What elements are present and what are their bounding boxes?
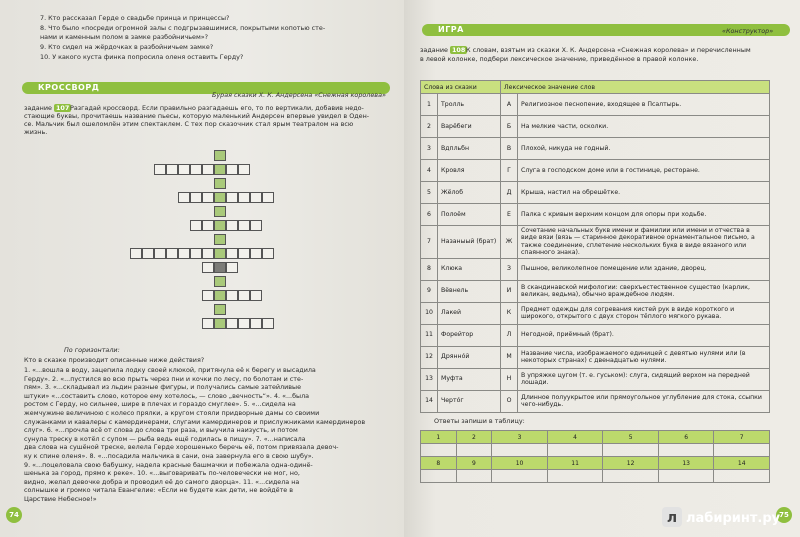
crossword-header: КРОССВОРД bbox=[38, 83, 100, 92]
letter-cell: Г bbox=[501, 160, 518, 182]
crossword-cell[interactable] bbox=[214, 290, 226, 301]
meaning-cell: Длинное полуукрытое или прямоугольное углубление для стока, ссыпки чего-нибудь. bbox=[518, 390, 770, 412]
row-number: 3 bbox=[421, 138, 438, 160]
clue-line: слуг». 6. «...прочла всё от слова до слова три раза, и выучила наизусть, и потом bbox=[24, 426, 298, 435]
clue-line: жемчужине величиною с колесо прялки, а кругом стояли придворные дамы со своими bbox=[24, 409, 320, 417]
answers-blank-row-2 bbox=[421, 470, 770, 483]
letter-cell: Н bbox=[501, 368, 518, 390]
answer-number-cell: 6 bbox=[658, 431, 714, 444]
letter-cell: И bbox=[501, 280, 518, 302]
answer-number-cell: 3 bbox=[492, 431, 548, 444]
word-row bbox=[421, 138, 770, 160]
crossword-cell[interactable] bbox=[226, 318, 238, 329]
answer-input-cell[interactable] bbox=[547, 470, 603, 483]
crossword-cell[interactable] bbox=[250, 318, 262, 329]
crossword-cell[interactable] bbox=[202, 248, 214, 259]
word-cell: Чертóг bbox=[438, 390, 501, 412]
clue-line: сунула треску в котёл с супом — рыба ведь ещё годилась в пищу». 7. «...написала bbox=[24, 434, 306, 443]
words-table bbox=[420, 80, 770, 413]
letter-cell: Ж bbox=[501, 226, 518, 259]
crossword-cell[interactable] bbox=[238, 248, 250, 259]
meaning-cell: Крыша, настил на обрешётке. bbox=[518, 182, 770, 204]
crossword-cell[interactable] bbox=[214, 220, 226, 231]
crossword-subtitle: Бурая сказки Х. К. Андерсена «Снежная королева» bbox=[212, 91, 386, 99]
clue-line: ростом с Герду, но сильнее, шире в плечах и гораздо смуглее». 5. «...сидела на bbox=[24, 400, 296, 409]
crossword-cell[interactable] bbox=[238, 192, 250, 203]
crossword-cell[interactable] bbox=[226, 220, 238, 231]
crossword-cell[interactable] bbox=[202, 164, 214, 175]
crossword-cell[interactable] bbox=[226, 248, 238, 259]
word-row bbox=[421, 116, 770, 138]
answer-number-cell: 11 bbox=[547, 457, 603, 470]
clue-line: пям». 3. «...складывал из льдин разные фигуры, и получались самые затейливые bbox=[24, 383, 302, 392]
crossword-cell[interactable] bbox=[202, 318, 214, 329]
word-row bbox=[421, 346, 770, 368]
crossword-cell[interactable] bbox=[226, 262, 238, 273]
page-number-left: 74 bbox=[6, 507, 22, 523]
clue-line: 9. «...поцеловала свою бабушку, надела красные башмачки и побежала одна-одинё- bbox=[24, 460, 313, 469]
word-row bbox=[421, 390, 770, 412]
clues-heading: По горизонтали: bbox=[64, 346, 120, 354]
crossword-cell[interactable] bbox=[154, 164, 166, 175]
word-cell: Полоём bbox=[438, 204, 501, 226]
clues-question: Кто в сказке производит описанные ниже действия? bbox=[24, 356, 205, 364]
crossword-cell[interactable] bbox=[262, 248, 274, 259]
crossword-cell[interactable] bbox=[166, 248, 178, 259]
crossword-cell[interactable] bbox=[166, 164, 178, 175]
page-number-right: 75 bbox=[776, 507, 792, 523]
meaning-cell: В скандинавской мифологии: сверхъестественное существо (карлик, великан, ведьма), обычно враждебное людям. bbox=[518, 280, 770, 302]
answer-number-cell: 8 bbox=[421, 457, 457, 470]
answers-blank-row-1 bbox=[421, 444, 770, 457]
row-number: 5 bbox=[421, 182, 438, 204]
clue-line: служанками и кавалеры с камердинерами, слугами камердинеров и прислужниками камердинеров bbox=[24, 417, 366, 426]
crossword-cell[interactable] bbox=[178, 164, 190, 175]
row-number: 14 bbox=[421, 390, 438, 412]
answer-input-cell[interactable] bbox=[714, 470, 770, 483]
answer-input-cell[interactable] bbox=[456, 470, 492, 483]
answer-input-cell[interactable] bbox=[714, 444, 770, 457]
col-words: Слова из сказки bbox=[421, 81, 501, 94]
word-row bbox=[421, 258, 770, 280]
crossword-cell[interactable] bbox=[214, 248, 226, 259]
question-9: 9. Кто сидел на жёрдочках в разбойничьем замке? bbox=[40, 43, 214, 51]
row-number: 9 bbox=[421, 280, 438, 302]
clue-line: солнышке и громко читала Евангелие: «Если не будете как дети, не войдёте в bbox=[24, 486, 294, 495]
answer-number-cell: 10 bbox=[492, 457, 548, 470]
task-107-text-3: се. Мальчик был ошеломлён этим спектаклем. С тех пор сказочник стал ярым театралом на всю bbox=[24, 120, 354, 128]
question-7: 7. Кто рассказал Герде о свадьбе принца и принцессы? bbox=[40, 14, 230, 22]
answer-number-cell: 7 bbox=[714, 431, 770, 444]
letter-cell: Б bbox=[501, 116, 518, 138]
crossword-cell[interactable] bbox=[202, 290, 214, 301]
crossword-cell[interactable] bbox=[214, 178, 226, 189]
crossword-cell[interactable] bbox=[214, 206, 226, 217]
word-cell: Варёбеги bbox=[438, 116, 501, 138]
answer-input-cell[interactable] bbox=[492, 444, 548, 457]
task-107-text-4: жизнь. bbox=[24, 128, 48, 136]
answer-number-cell: 12 bbox=[603, 457, 659, 470]
answer-number-cell: 9 bbox=[456, 457, 492, 470]
question-8: 8. Что было «посреди огромной залы с подгрызавшимися, покрытыми копотью сте- bbox=[40, 24, 326, 32]
answers-label: Ответы запиши в таблицу: bbox=[434, 417, 525, 425]
crossword-cell[interactable] bbox=[214, 150, 226, 161]
clue-line: два слова на сушёной треске, велела Герде хорошенько беречь её, потом привязала девоч- bbox=[24, 443, 339, 452]
meaning-cell: Предмет одежды для согревания кистей рук в виде короткого и широкого, открытого с двух сторон тёплого мягкого рукава. bbox=[518, 302, 770, 324]
answer-input-cell[interactable] bbox=[658, 444, 714, 457]
clue-line: ку к спине оленя». 8. «...посадила мальчика в сани, она завернула его в свою шубу». bbox=[24, 452, 314, 460]
crossword-cell[interactable] bbox=[238, 318, 250, 329]
crossword-cell[interactable] bbox=[226, 192, 238, 203]
word-row bbox=[421, 324, 770, 346]
letter-cell: Е bbox=[501, 204, 518, 226]
meaning-cell: Название числа, изображаемого единицей с девятью нулями или (в некоторых странах) с двенадцатью нулями. bbox=[518, 346, 770, 368]
answer-number-cell: 5 bbox=[603, 431, 659, 444]
word-row bbox=[421, 368, 770, 390]
words-table-header bbox=[421, 81, 770, 94]
crossword-cell[interactable] bbox=[238, 164, 250, 175]
svg-text:л: л bbox=[666, 510, 678, 526]
row-number: 6 bbox=[421, 204, 438, 226]
letter-cell: О bbox=[501, 390, 518, 412]
crossword-cell[interactable] bbox=[178, 248, 190, 259]
answer-input-cell[interactable] bbox=[603, 444, 659, 457]
row-number: 4 bbox=[421, 160, 438, 182]
crossword-cell[interactable] bbox=[214, 234, 226, 245]
word-cell: Тролль bbox=[438, 94, 501, 116]
word-row bbox=[421, 182, 770, 204]
word-cell: Жёлоб bbox=[438, 182, 501, 204]
crossword-cell[interactable] bbox=[238, 290, 250, 301]
letter-cell: З bbox=[501, 258, 518, 280]
crossword-cell[interactable] bbox=[214, 276, 226, 287]
word-row bbox=[421, 226, 770, 259]
crossword-cell[interactable] bbox=[202, 262, 214, 273]
crossword-cell[interactable] bbox=[262, 192, 274, 203]
word-cell: Вёвнель bbox=[438, 280, 501, 302]
letter-cell: Л bbox=[501, 324, 518, 346]
answer-input-cell[interactable] bbox=[456, 444, 492, 457]
crossword-cell[interactable] bbox=[250, 192, 262, 203]
question-10: 10. У какого куста финка попросила оленя оставить Герду? bbox=[40, 53, 244, 61]
answer-number-cell: 14 bbox=[714, 457, 770, 470]
meaning-cell: В упряжке цугом (т. е. гуськом): слуга, сидящий верхом на передней лошади. bbox=[518, 368, 770, 390]
answer-input-cell[interactable] bbox=[658, 470, 714, 483]
word-cell: Назаныый (брат) bbox=[438, 226, 501, 259]
row-number: 11 bbox=[421, 324, 438, 346]
watermark-logo bbox=[662, 503, 782, 531]
word-cell: Муфта bbox=[438, 368, 501, 390]
clue-line: видно, желал девочке добра и проводил её до самого дворца». 11. «...сидела на bbox=[24, 477, 300, 486]
meaning-cell: Сочетание начальных букв имени и фамилии или имени и отчества в виде вязи (вязь — старинное декоративное орнаментальное письмо, а также соединение, сплетение нескольких букв в виде вязаного или спаянного знака). bbox=[518, 226, 770, 259]
crossword-cell[interactable] bbox=[214, 262, 226, 273]
answer-number-cell: 1 bbox=[421, 431, 457, 444]
crossword-cell[interactable] bbox=[154, 248, 166, 259]
crossword-cell[interactable] bbox=[250, 220, 262, 231]
letter-cell: В bbox=[501, 138, 518, 160]
crossword-cell[interactable] bbox=[250, 248, 262, 259]
word-row bbox=[421, 204, 770, 226]
word-cell: Лакей bbox=[438, 302, 501, 324]
word-cell: Вдпльбн bbox=[438, 138, 501, 160]
meaning-cell: Негодной, приёмный (брат). bbox=[518, 324, 770, 346]
answer-number-cell: 2 bbox=[456, 431, 492, 444]
answer-number-cell: 4 bbox=[547, 431, 603, 444]
crossword-cell[interactable] bbox=[202, 220, 214, 231]
clue-line: Царствие Небесное!» bbox=[24, 495, 97, 503]
answer-input-cell[interactable] bbox=[421, 470, 457, 483]
crossword-cell[interactable] bbox=[226, 290, 238, 301]
game-header: ИГРА bbox=[438, 25, 464, 34]
crossword-cell[interactable] bbox=[130, 248, 142, 259]
meaning-cell: На мелкие части, осколки. bbox=[518, 116, 770, 138]
crossword-cell[interactable] bbox=[226, 164, 238, 175]
word-row bbox=[421, 302, 770, 324]
crossword-cell[interactable] bbox=[190, 192, 202, 203]
letter-cell: А bbox=[501, 94, 518, 116]
row-number: 13 bbox=[421, 368, 438, 390]
meaning-cell: Пышное, великолепное помещение или здание, дворец. bbox=[518, 258, 770, 280]
word-row bbox=[421, 280, 770, 302]
meaning-cell: Религиозное песнопение, входящее в Псалтырь. bbox=[518, 94, 770, 116]
row-number: 12 bbox=[421, 346, 438, 368]
crossword-cell[interactable] bbox=[262, 318, 274, 329]
crossword-cell[interactable] bbox=[178, 192, 190, 203]
meaning-cell: Плохой, никуда не годный. bbox=[518, 138, 770, 160]
col-meanings: Лексическое значение слов bbox=[501, 81, 770, 94]
crossword-cell[interactable] bbox=[142, 248, 154, 259]
meaning-cell: Палка с кривым верхним концом для опоры при ходьбе. bbox=[518, 204, 770, 226]
question-8-cont: нами и каменным полом в замке разбойничьем»? bbox=[40, 33, 209, 41]
meaning-cell: Слуга в господском доме или в гостинице, ресторане. bbox=[518, 160, 770, 182]
word-cell: Кровля bbox=[438, 160, 501, 182]
row-number: 7 bbox=[421, 226, 438, 259]
answers-head-row-1 bbox=[421, 431, 770, 444]
crossword-cell[interactable] bbox=[190, 164, 202, 175]
task-108-text-1: К словам, взятым из сказки Х. К. Андерсена «Снежная королева» и перечисленным bbox=[466, 46, 751, 54]
answer-input-cell[interactable] bbox=[421, 444, 457, 457]
task-107-text-1: Разгадай кроссворд. Если правильно разгадаешь его, то по вертикали, добавив недо- bbox=[70, 104, 364, 112]
word-row bbox=[421, 94, 770, 116]
answers-head-row-2 bbox=[421, 457, 770, 470]
word-cell: Дряннóй bbox=[438, 346, 501, 368]
letter-cell: М bbox=[501, 346, 518, 368]
answer-input-cell[interactable] bbox=[492, 470, 548, 483]
row-number: 2 bbox=[421, 116, 438, 138]
crossword-cell[interactable] bbox=[214, 164, 226, 175]
crossword-cell[interactable] bbox=[214, 192, 226, 203]
crossword-cell[interactable] bbox=[214, 304, 226, 315]
task-107-text-2: стающие буквы, прочитаешь название пьесы, которую маленький Андерсен впервые увидел в Оден- bbox=[24, 112, 370, 120]
clue-line: штуки» «...составить слово, которое ему хотелось, — слово „вечность“». 4. «...была bbox=[24, 391, 310, 400]
row-number: 8 bbox=[421, 258, 438, 280]
task-107-label: задание 107 bbox=[24, 104, 70, 112]
row-number: 10 bbox=[421, 302, 438, 324]
crossword-cell[interactable] bbox=[190, 248, 202, 259]
crossword-cell[interactable] bbox=[214, 318, 226, 329]
word-cell: Форейтор bbox=[438, 324, 501, 346]
crossword-cell[interactable] bbox=[202, 192, 214, 203]
letter-cell: Д bbox=[501, 182, 518, 204]
game-subtitle: «Конструктор» bbox=[722, 27, 774, 35]
answer-input-cell[interactable] bbox=[603, 470, 659, 483]
answer-number-cell: 13 bbox=[658, 457, 714, 470]
answers-table bbox=[420, 430, 770, 483]
clue-line: Герду». 2. «...пустился во всю прыть через пни и кочки по лесу, по болотам и сте- bbox=[24, 374, 304, 383]
watermark-text: лабиринт.ру bbox=[686, 511, 781, 526]
word-row bbox=[421, 160, 770, 182]
crossword-cell[interactable] bbox=[238, 220, 250, 231]
task-108-text-2: в левой колонке, подбери лексическое значение, приведённое в правой колонке. bbox=[420, 55, 699, 63]
clue-line: 1. «...вошла в воду, зацепила лодку своей клюкой, притянула её к берегу и высадила bbox=[24, 366, 316, 374]
word-cell: Клюка bbox=[438, 258, 501, 280]
crossword-cell[interactable] bbox=[250, 290, 262, 301]
letter-cell: К bbox=[501, 302, 518, 324]
crossword-cell[interactable] bbox=[190, 220, 202, 231]
clue-line: шенька за город, прямо к реке». 10. «...выговаривать по-человечески не мог, но, bbox=[24, 469, 300, 478]
row-number: 1 bbox=[421, 94, 438, 116]
answer-input-cell[interactable] bbox=[547, 444, 603, 457]
task-108-label: задание 108 bbox=[420, 46, 466, 54]
